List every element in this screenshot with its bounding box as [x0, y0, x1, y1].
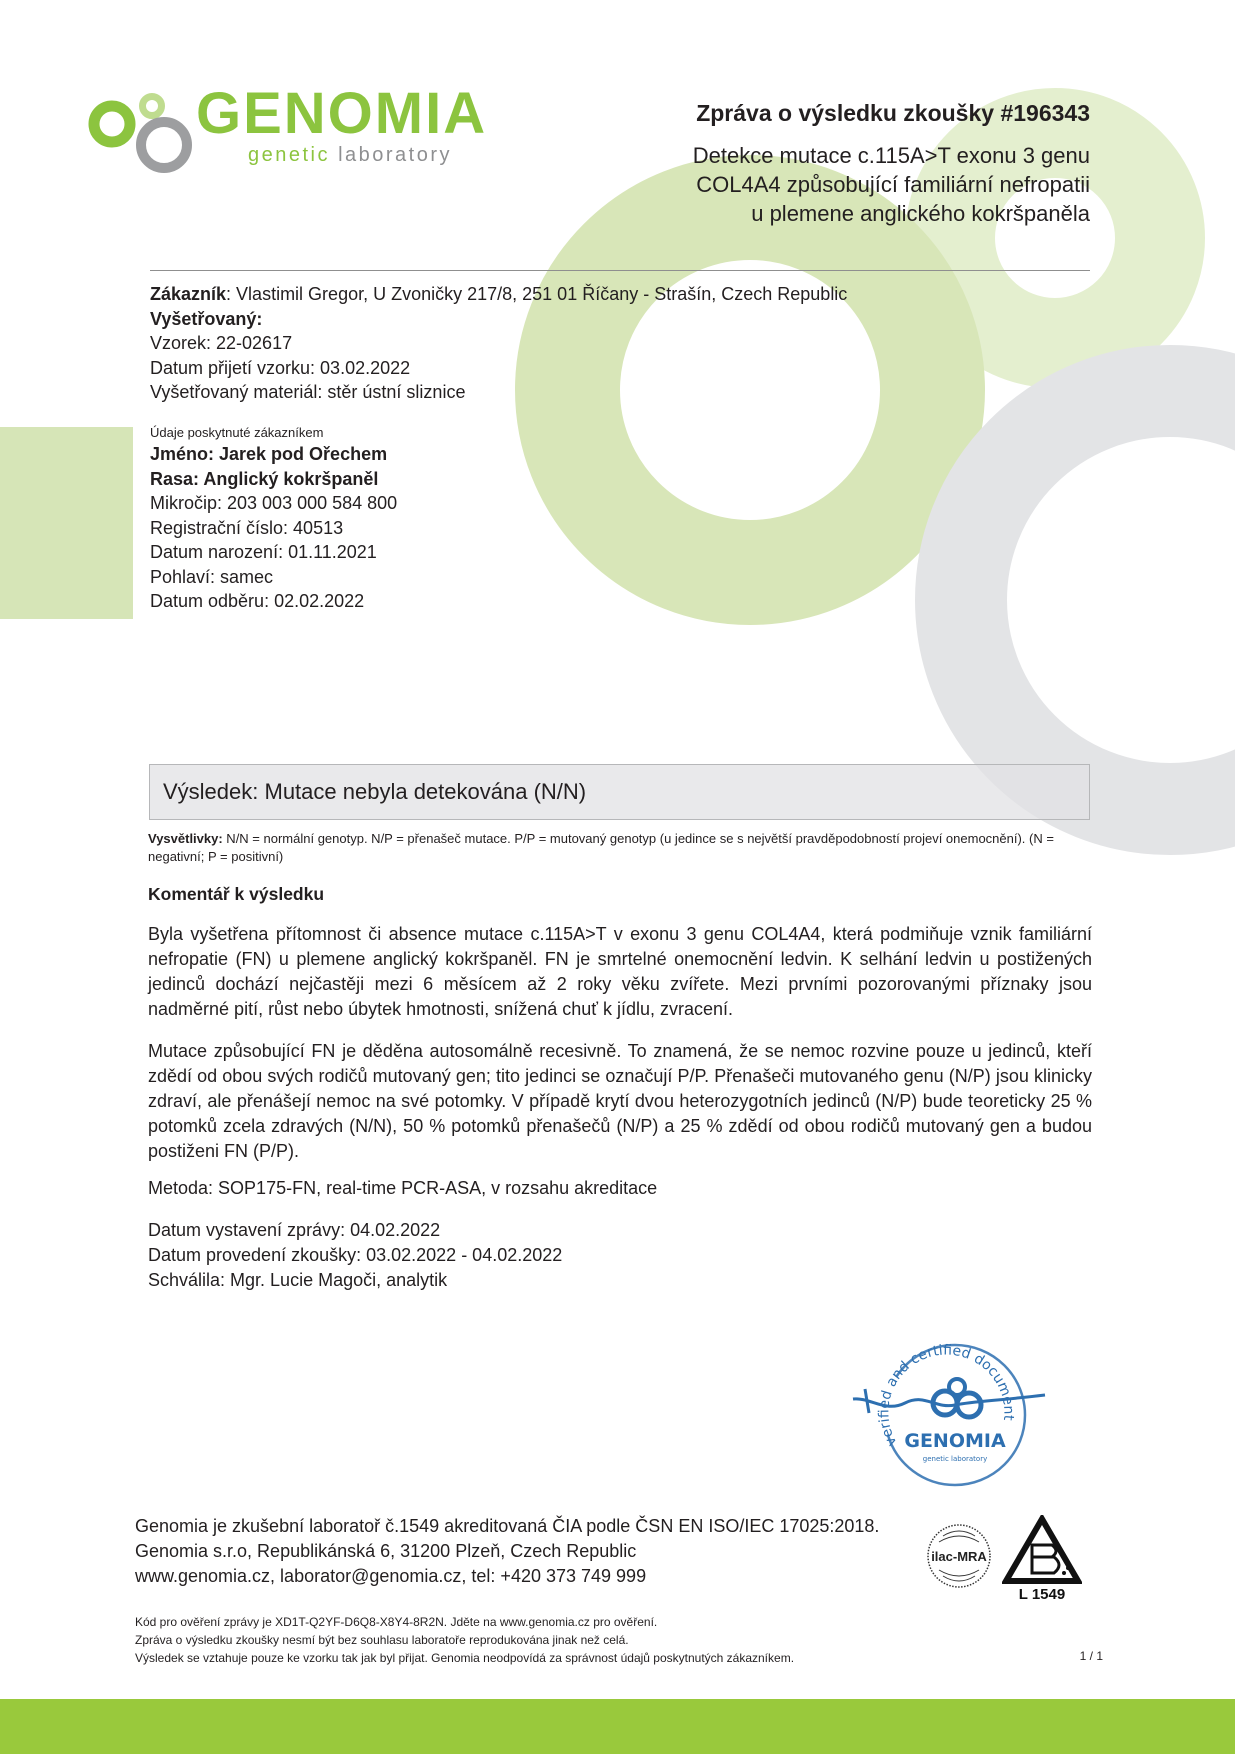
ilac-mra-icon: [925, 1522, 993, 1590]
sample-id: Vzorek: 22-02617: [150, 333, 293, 353]
verification-code-line: Kód pro ověření zprávy je XD1T-Q2YF-D6Q8-X8Y4-8R2N. Jděte na www.genomia.cz pro ověření.: [135, 1615, 658, 1629]
result-text: Výsledek: Mutace nebyla detekována (N/N): [163, 779, 587, 804]
logo-tagline: genetic laboratory: [248, 144, 452, 166]
performed-date: Datum provedení zkoušky: 03.02.2022 - 04.02.2022: [148, 1245, 563, 1265]
approved-by: Schválila: Mgr. Lucie Magoči, analytik: [148, 1270, 448, 1290]
birth-date: Datum narození: 01.11.2021: [150, 542, 377, 562]
logo-circles-icon: [88, 88, 198, 188]
result-box: [149, 764, 1090, 820]
header-divider: [150, 270, 1090, 271]
decorative-bottom-bar: [0, 1699, 1235, 1754]
customer-provided-info: [150, 424, 397, 614]
address-line: Genomia s.r.o, Republikánská 6, 31200 Plzeň, Czech Republic: [135, 1541, 637, 1561]
stamp-icon: [845, 1325, 1055, 1495]
liability-notice: Výsledek se vztahuje pouze ke vzorku tak jak byl přijat. Genomia neodpovídá za správnost údajů poskytnutých zákazníkem.: [135, 1651, 795, 1665]
legend-explanation: Vysvětlivky: N/N = normální genotyp. N/P = přenašeč mutace. P/P = mutovaný genotyp (u jedince se s největší pravděpodobností projeví onemocnění). (N = negativní; P = positivní): [148, 831, 1054, 864]
svg-text:genetic laboratory: genetic laboratory: [922, 1455, 988, 1463]
accreditation-line: Genomia je zkušební laboratoř č.1549 akreditovaná ČIA podle ČSN EN ISO/IEC 17025:2018.: [135, 1516, 880, 1536]
cai-accreditation-logo: [1002, 1515, 1082, 1605]
page-number: 1 / 1: [1079, 1649, 1103, 1663]
animal-breed: Rasa: Anglický kokršpaněl: [150, 468, 379, 489]
examined-material: Vyšetřovaný materiál: stěr ústní sliznice: [150, 382, 466, 402]
report-title: Zpráva o výsledku zkoušky #196343: [696, 100, 1090, 126]
report-subtitle: Detekce mutace c.115A>T exonu 3 genu COL4A4 způsobující familiární nefropatii u plemene anglického kokršpaněla: [692, 143, 1090, 226]
method: Metoda: SOP175-FN, real-time PCR-ASA, v rozsahu akreditace: [148, 1178, 658, 1198]
provided-note: Údaje poskytnuté zákazníkem: [150, 425, 324, 440]
lab-accreditation-info: [135, 1514, 879, 1589]
svg-text:GENOMIA: GENOMIA: [904, 1430, 1006, 1452]
reproduction-notice: Zpráva o výsledku zkoušky nesmí být bez souhlasu laboratoře reprodukována jinak než celá.: [135, 1633, 629, 1647]
received-date: Datum přijetí vzorku: 03.02.2022: [150, 357, 411, 378]
animal-name: Jméno: Jarek pod Ořechem: [150, 444, 388, 464]
issued-date: Datum vystavení zprávy: 04.02.2022: [148, 1220, 441, 1240]
svg-text:verified and certified documen: verified and certified document: [876, 1342, 1017, 1449]
contact-line: www.genomia.cz, laborator@genomia.cz, tel: +420 373 749 999: [135, 1566, 647, 1586]
comment-heading: Komentář k výsledku: [148, 884, 325, 904]
registration-number: Registrační číslo: 40513: [150, 517, 344, 538]
decorative-left-block: [0, 427, 133, 619]
comment-paragraph-1: Byla vyšetřena přítomnost či absence mutace c.115A>T v exonu 3 genu COL4A4, která podmiňuje vznik familiární nefropatie (FN) u plemene anglický kokršpaněl. FN je smrtelné onemocnění ledvin. K selhání ledvin u postižených jedinců dochází nejčastěji mezi 6 měsícem až 2 roky věku zvířete. Mezi prvními pozorovanými příznaky jsou nadměrné pití, růst nebo úbytek hmotnosti, snížená chuť k jídlu, zvracení.: [148, 924, 1092, 1019]
report-dates: [148, 1218, 562, 1293]
genomia-logo: [88, 81, 528, 188]
microchip: Mikročip: 203 003 000 584 800: [150, 493, 398, 513]
certification-stamp: [845, 1325, 1055, 1495]
ilac-mra-logo: [925, 1522, 993, 1590]
examined-label: Vyšetřovaný:: [150, 308, 263, 329]
logo-wordmark: GENOMIA: [196, 81, 488, 146]
comment-paragraph-2: Mutace způsobující FN je děděna autosomálně recesivně. To znamená, že se nemoc rozvine pouze u jedinců, kteří zdědí od obou svých rodičů mutovaný gen; tito jedinci se označují P/P. Přenašeči mutovaného genu (N/P) jsou klinicky zdraví, ale přenášejí nemoc na své potomky. V případě krytí dvou heterozygotních jedinců (N/P) bude teoreticky 25 % potomků zcela zdravých (N/N), 50 % potomků přenašečů (N/P) a 25 % zdědí od obou rodičů mutovaný gen a budou postiženi FN (P/P).: [148, 1041, 1092, 1161]
sex: Pohlaví: samec: [150, 566, 274, 587]
fine-print: [135, 1613, 1085, 1667]
cai-triangle-icon: [1002, 1515, 1082, 1605]
collection-date: Datum odběru: 02.02.2022: [150, 591, 365, 611]
customer-info: [150, 282, 847, 405]
svg-text:L 1549: L 1549: [1018, 1586, 1066, 1603]
svg-text:ilac-MRA: ilac-MRA: [931, 1549, 987, 1564]
customer-line: Zákazník: Vlastimil Gregor, U Zvoničky 217/8, 251 01 Říčany - Strašín, Czech Republic: [150, 284, 848, 304]
